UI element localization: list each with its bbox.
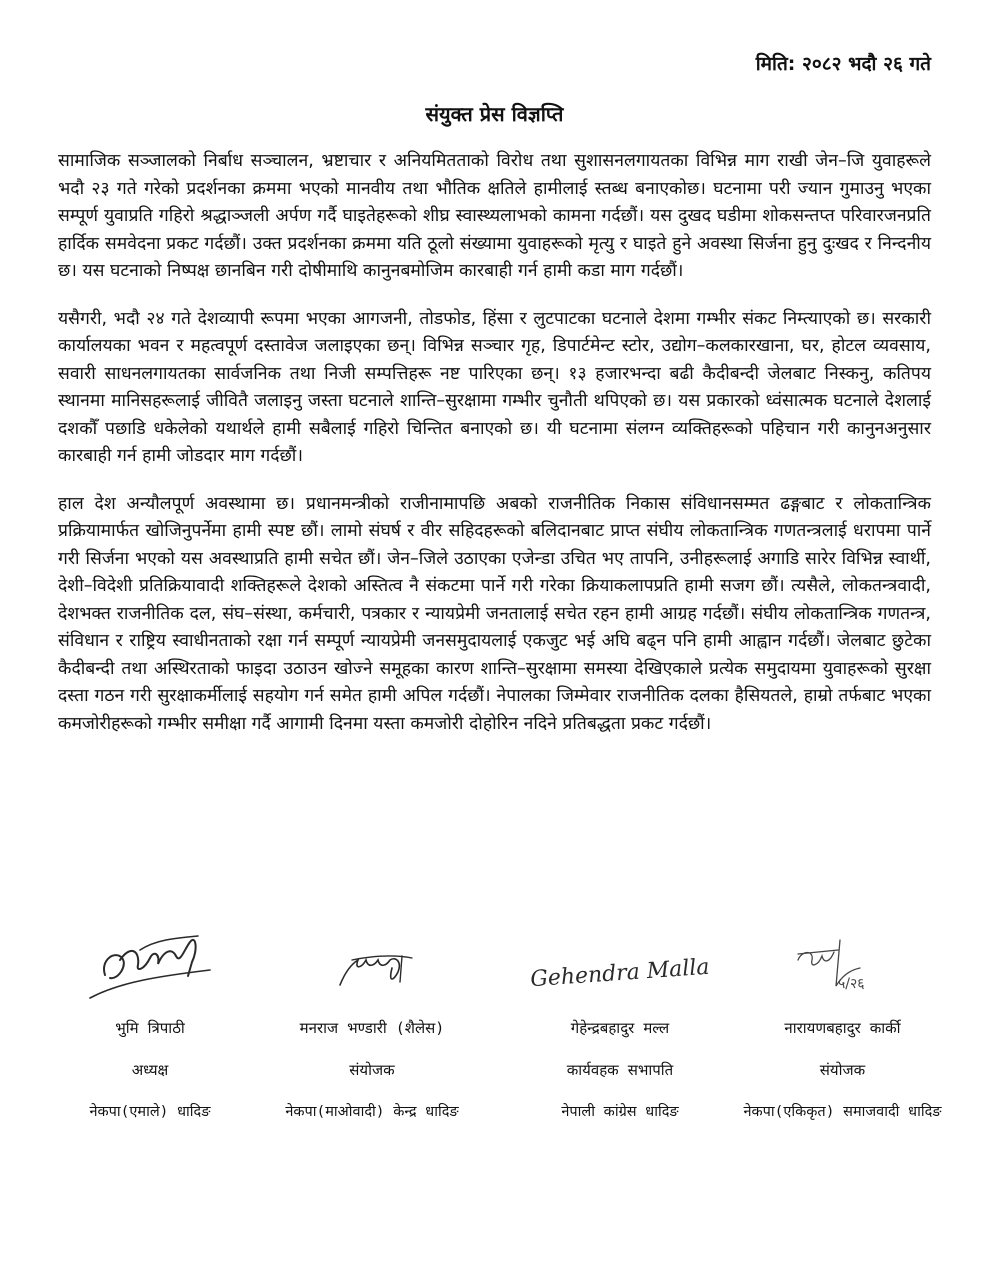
signatory-name: गेहेन्द्रबहादुर मल्ल: [570, 1019, 670, 1037]
paragraph-3: हाल देश अन्यौलपूर्ण अवस्थामा छ। प्रधानमन्त्रीको राजीनामापछि अबको राजनीतिक निकास संविधानसम्मत ढङ्गबाट र लोकतान्त्रिक प्रक्रियामार्फत खोजिनुपर्नेमा हामी स्पष्ट छौं। लामो संघर्ष र वीर सहिदहरूको बलिदानबाट प्राप्त संघीय लोकतान्त्रिक गणतन्त्रलाई धरापमा पार्ने गरी सिर्जना भएको यस अवस्थाप्रति हामी सचेत छौं। जेन–जिले उठाएका एजेन्डा उचित भए तापनि, उनीहरूलाई अगाडि सारेर विभिन्न स्वार्थी, देशी–विदेशी प्रतिक्रियावादी शक्तिहरूले देशको अस्तित्व नै संकटमा पार्ने गरी गरेका क्रियाकलापप्रति हामी सजग छौं। त्यसैले, लोकतन्त्रवादी, देशभक्त राजनीतिक दल, संघ–संस्था, कर्मचारी, पत्रकार र न्यायप्रेमी जनतालाई सचेत रहन हामी आग्रह गर्दछौं। संघीय लोकतान्त्रिक गणतन्त्र, संविधान र राष्ट्रिय स्वाधीनताको रक्षा गर्न सम्पूर्ण न्यायप्रेमी जनसमुदायलाई एकजुट भई अघि बढ्न पनि हामी आह्वान गर्दछौं। जेलबाट छुटेका कैदीबन्दी तथा अस्थिरताको फाइदा उठाउन खोज्ने समूहका कारण शान्ति–सुरक्षामा समस्या देखिएकाले प्रत्येक समुदायमा युवाहरूको सुरक्षा दस्ता गठन गरी सुरक्षाकर्मीलाई सहयोग गर्न समेत हामी अपिल गर्दछौं। नेपालका जिम्मेवार राजनीतिक दलका हैसियतले, हाम्रो तर्फबाट भएका कमजोरीहरूको गम्भीर समीक्षा गर्दै आगामी दिनमा यस्ता कमजोरी दोहोरिन नदिने प्रतिबद्धता प्रकट गर्दछौं।: [58, 493, 931, 734]
signatory-party: नेपाली कांग्रेस धादिङ: [561, 1104, 679, 1120]
signatory-name: मनराज भण्डारी (शैलेस): [299, 1019, 445, 1037]
signature-date: ५/२६: [837, 976, 865, 992]
signatures-section: [0, 920, 989, 1220]
signatory-1: [40, 920, 260, 1124]
signatory-2: [262, 920, 482, 1124]
paragraph-2: यसैगरी, भदौ २४ गते देशव्यापी रूपमा भएका आगजनी, तोडफोड, हिंसा र लुटपाटका घटनाले देशमा गम्भीर संकट निम्त्याएको छ। सरकारी कार्यालयका भवन र महत्वपूर्ण दस्तावेज जलाइएका छन्। विभिन्न सञ्चार गृह, डिपार्टमेन्ट स्टोर, उद्योग–कलकारखाना, घर, होटल व्यवसाय, सवारी साधनलगायतका सार्वजनिक तथा निजी सम्पत्तिहरू नष्ट पारिएका छन्। १३ हजारभन्दा बढी कैदीबन्दी जेलबाट निस्कनु, कतिपय स्थानमा मानिसहरूलाई जीवितै जलाइनु जस्ता घटनाले शान्ति–सुरक्षामा गम्भीर चुनौती थपिएको छ। यस प्रकारको ध्वंसात्मक घटनाले देशलाई दशकौँ पछाडि धकेलेको यथार्थले हामी सबैलाई गहिरो चिन्तित बनाएको छ। यी घटनामा संलग्न व्यक्तिहरूको पहिचान गरी कानुनअनुसार कारबाही गर्न हामी जोडदार माग गर्दछौं।: [58, 308, 931, 466]
signatory-name: भुमि त्रिपाठी: [115, 1019, 185, 1037]
signatory-role: संयोजक: [349, 1061, 395, 1079]
signatory-party: नेकपा(एमाले) धादिङ: [89, 1104, 211, 1120]
signatory-party: नेकपा(एकिकृत) समाजवादी धादिङ: [743, 1104, 942, 1120]
signatory-role: संयोजक: [819, 1061, 866, 1079]
document-title: संयुक्त प्रेस विज्ञप्ति: [425, 102, 564, 126]
signatory-name: नारायणबहादुर कार्की: [784, 1019, 901, 1037]
signatory-role: कार्यवहक सभापति: [566, 1061, 674, 1079]
signatory-party: नेकपा(माओवादी) केन्द्र धादिङ: [285, 1104, 459, 1120]
document-body: [58, 148, 931, 758]
paragraph-1: सामाजिक सञ्जालको निर्बाध सञ्चालन, भ्रष्टाचार र अनियमितताको विरोध तथा सुशासनलगायतका विभिन्न माग राखी जेन–जि युवाहरूले भदौ २३ गते गरेको प्रदर्शनका क्रममा भएको मानवीय तथा भौतिक क्षतिले हामीलाई स्तब्ध बनाएकोछ। घटनामा परी ज्यान गुमाउनु भएका सम्पूर्ण युवाप्रति गहिरो श्रद्धाञ्जली अर्पण गर्दै घाइतेहरूको शीघ्र स्वास्थ्यलाभको कामना गर्दछौं। यस दुखद घडीमा शोकसन्तप्त परिवारजनप्रति हार्दिक समवेदना प्रकट गर्दछौं। उक्त प्रदर्शनका क्रममा यति ठूलो संख्यामा युवाहरूको मृत्यु र घाइते हुने अवस्था सिर्जना हुनु दुःखद र निन्दनीय छ। यस घटनाको निष्पक्ष छानबिन गरी दोषीमाथि कानुनबमोजिम कारबाही गर्न हामी कडा माग गर्दछौं।: [58, 151, 931, 281]
signatory-3: [510, 920, 730, 1124]
handwritten-signature-icon: [730, 920, 955, 1010]
signature-text: Gehendra Malla: [529, 954, 711, 993]
handwritten-signature-icon: [262, 920, 482, 1010]
document-date: मिति: २०८२ भदौ २६ गते: [755, 53, 931, 75]
signatory-role: अध्यक्ष: [131, 1061, 169, 1079]
handwritten-signature-icon: [510, 920, 730, 1010]
handwritten-signature-icon: [40, 920, 260, 1010]
signatory-4: [730, 920, 955, 1124]
